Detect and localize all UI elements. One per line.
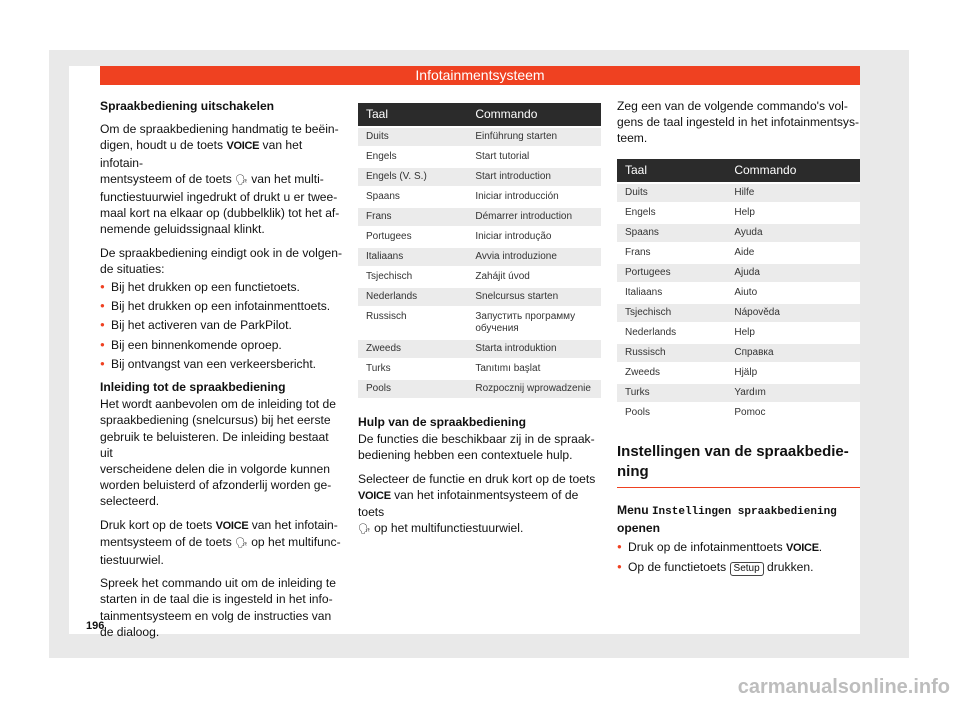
- language-cell: Turks: [617, 384, 726, 402]
- command-cell: Hjälp: [726, 364, 860, 382]
- language-cell: Pools: [358, 380, 467, 398]
- para-help: De functies die beschikbaar zij in de spraak- bediening hebben een contextuele hulp.: [358, 432, 595, 463]
- right-column: [617, 98, 860, 579]
- table-row: [617, 244, 860, 262]
- table-row: [358, 188, 601, 206]
- language-cell: Portugees: [617, 264, 726, 282]
- table-row: [617, 404, 860, 422]
- list-item: ● Bij het drukken op een infotainmenttoets.: [100, 298, 344, 314]
- command-cell: Snelcursus starten: [467, 288, 601, 306]
- command-cell: Справка: [726, 344, 860, 362]
- para-intro: Het wordt aanbevolen om de inleiding tot de spraakbediening (snelcursus) bij het eerste gebruik te beluisteren. De inleiding bestaat uit verscheidene delen die in volgorde kunnen worden beluisterd of afzonderlij worden ge- selecteerd.: [100, 397, 336, 509]
- language-cell: Frans: [617, 244, 726, 262]
- para-press: Druk kort op de toets VOICE van het infotain- mentsysteem of de toets 🗣︎ op het multifunc- tiestuurwiel.: [100, 517, 341, 568]
- left-column: [100, 98, 344, 647]
- language-cell: Tsjechisch: [358, 268, 467, 286]
- command-cell: Iniciar introducción: [467, 188, 601, 206]
- language-cell: Duits: [358, 128, 467, 146]
- table-row: [358, 380, 601, 398]
- list-item: ● Bij een binnenkomende oproep.: [100, 337, 344, 353]
- command-cell: Start introduction: [467, 168, 601, 186]
- command-cell: Yardım: [726, 384, 860, 402]
- table-row: [617, 284, 860, 302]
- menu-heading: Menu Instellingen spraakbediening openen: [617, 502, 837, 535]
- table-row: [617, 264, 860, 282]
- command-cell: Rozpocznij wprowadzenie: [467, 380, 601, 398]
- para-disable: Om de spraakbediening handmatig te beëin- digen, houdt u de toets VOICE van het infotain- mentsysteem of de toets 🗣︎ van het multi- functiestuurwiel ingedrukt of drukt u er twee- maal kort na elkaar op (dubbelklik) tot het af- nemende geluidssignaal klinkt.: [100, 122, 340, 237]
- language-cell: Turks: [358, 360, 467, 378]
- table-header-language: Taal: [617, 159, 726, 182]
- command-cell: Start tutorial: [467, 148, 601, 166]
- command-cell: Iniciar introdução: [467, 228, 601, 246]
- voice-icon: VOICE: [786, 542, 819, 555]
- language-cell: Frans: [358, 208, 467, 226]
- list-item: ● Bij het drukken op een functietoets.: [100, 279, 344, 295]
- list-item: ● Bij het activeren van de ParkPilot.: [100, 317, 344, 333]
- command-cell: Запустить программу обучения: [467, 308, 601, 338]
- command-cell: Help: [726, 204, 860, 222]
- setup-button-icon: Setup: [730, 562, 764, 576]
- heading-disable: Spraakbediening uitschakelen: [100, 99, 275, 113]
- language-cell: Spaans: [358, 188, 467, 206]
- table-header-command: Commando: [726, 159, 860, 182]
- middle-column: [358, 101, 601, 545]
- language-cell: Engels: [358, 148, 467, 166]
- list-item: ● Bij ontvangst van een verkeersbericht.: [100, 356, 344, 372]
- table-row: [617, 224, 860, 242]
- table-row: [358, 168, 601, 186]
- language-cell: Russisch: [358, 308, 467, 338]
- language-cell: Zweeds: [617, 364, 726, 382]
- language-cell: Italiaans: [617, 284, 726, 302]
- command-cell: Aiuto: [726, 284, 860, 302]
- language-cell: Engels (V. S.): [358, 168, 467, 186]
- command-cell: Nápověda: [726, 304, 860, 322]
- command-cell: Zahájit úvod: [467, 268, 601, 286]
- command-cell: Help: [726, 324, 860, 342]
- voice-icon: VOICE: [215, 519, 249, 532]
- para-help-select: Selecteer de functie en druk kort op de toets VOICE van het infotainmentsysteem of de toets 🗣︎ op het multifunctiestuurwiel.: [358, 471, 596, 536]
- list-item: ● Druk op de infotainmenttoets VOICE.: [617, 539, 860, 556]
- command-cell: Starta introduktion: [467, 340, 601, 358]
- table-row: [617, 324, 860, 342]
- command-cell: Pomoc: [726, 404, 860, 422]
- heading-help: Hulp van de spraakbediening: [358, 415, 527, 429]
- language-cell: Russisch: [617, 344, 726, 362]
- command-cell: Einführung starten: [467, 128, 601, 146]
- table-row: [617, 384, 860, 402]
- mic-icon: 🗣︎: [235, 174, 248, 186]
- language-cell: Pools: [617, 404, 726, 422]
- voice-icon: VOICE: [358, 489, 391, 502]
- language-cell: Italiaans: [358, 248, 467, 266]
- table-header-language: Taal: [358, 103, 467, 126]
- table-row: [358, 360, 601, 378]
- command-cell: Ajuda: [726, 264, 860, 282]
- voice-icon: VOICE: [226, 140, 260, 153]
- chapter-header: Infotainmentsysteem: [100, 66, 860, 85]
- language-cell: Spaans: [617, 224, 726, 242]
- table-row: [617, 344, 860, 362]
- command-cell: Démarrer introduction: [467, 208, 601, 226]
- mic-icon: 🗣︎: [235, 537, 248, 549]
- table-row: [617, 304, 860, 322]
- language-cell: Tsjechisch: [617, 304, 726, 322]
- table-row: [358, 248, 601, 266]
- bullet-list: [100, 279, 344, 372]
- table-header-command: Commando: [467, 103, 601, 126]
- language-cell: Duits: [617, 184, 726, 202]
- table-row: [358, 228, 601, 246]
- language-cell: Engels: [617, 204, 726, 222]
- language-cell: Zweeds: [358, 340, 467, 358]
- table-row: [358, 128, 601, 146]
- list-item: ● Op de functietoets Setup drukken.: [617, 559, 860, 576]
- table-row: [358, 148, 601, 166]
- language-cell: Nederlands: [358, 288, 467, 306]
- language-cell: Portugees: [358, 228, 467, 246]
- table-row: [358, 268, 601, 286]
- mic-icon: 🗣︎: [358, 524, 371, 536]
- heading-intro: Inleiding tot de spraakbediening: [100, 380, 286, 395]
- table-row: [617, 364, 860, 382]
- command-cell: Ayuda: [726, 224, 860, 242]
- table-row: [617, 204, 860, 222]
- command-cell: Avvia introduzione: [467, 248, 601, 266]
- watermark: carmanualsonline.info: [737, 676, 950, 698]
- language-cell: Nederlands: [617, 324, 726, 342]
- para-speak: Spreek het commando uit om de inleiding te starten in de taal die is ingesteld in het info- tainmentsysteem en volg de instructies van de dialoog.: [100, 576, 336, 639]
- table-row: [358, 288, 601, 306]
- table-row: [358, 208, 601, 226]
- table-row: [358, 308, 601, 338]
- command-cell: Tanıtımı başlat: [467, 360, 601, 378]
- table-row: [617, 184, 860, 202]
- para-commands: Zeg een van de volgende commando's vol- gens de taal ingesteld in het infotainmentsys- teem.: [617, 99, 860, 146]
- para-situations: De spraakbediening eindigt ook in de volgen- de situaties:: [100, 245, 343, 276]
- intro-command-table: [358, 101, 601, 400]
- page-number: 196: [86, 620, 105, 632]
- command-cell: Aide: [726, 244, 860, 262]
- help-command-table: [617, 157, 860, 424]
- command-cell: Hilfe: [726, 184, 860, 202]
- section-title: Instellingen van de spraakbedie- ning: [617, 442, 849, 480]
- section-divider: [617, 487, 860, 488]
- table-row: [358, 340, 601, 358]
